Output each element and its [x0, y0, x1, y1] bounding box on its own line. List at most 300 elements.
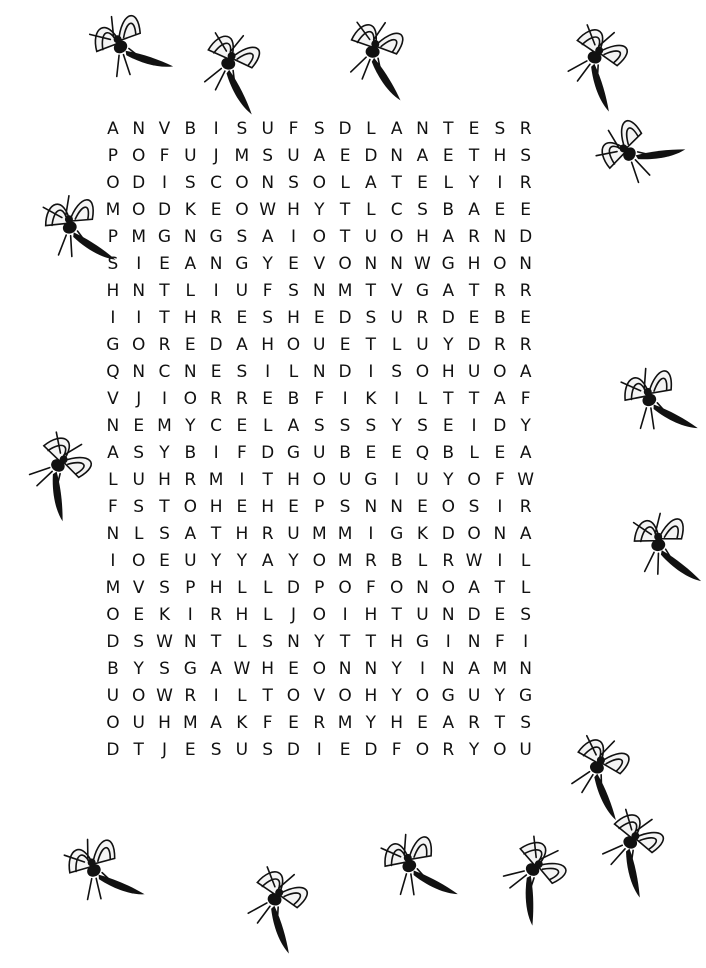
letter-cell[interactable]: O [493, 254, 507, 274]
letter-cell[interactable]: Y [443, 470, 454, 490]
letter-cell[interactable]: D [364, 146, 378, 166]
letter-cell[interactable]: W [465, 551, 483, 571]
letter-cell[interactable]: S [288, 173, 299, 193]
letter-cell[interactable]: I [110, 551, 116, 571]
letter-cell[interactable]: K [158, 605, 171, 625]
letter-cell[interactable]: D [364, 740, 378, 760]
letter-cell[interactable]: R [519, 497, 532, 517]
letter-cell[interactable]: A [107, 443, 119, 463]
letter-cell[interactable]: A [468, 659, 480, 679]
letter-cell[interactable]: R [442, 551, 455, 571]
letter-cell[interactable]: T [159, 497, 170, 517]
letter-cell[interactable]: C [158, 362, 171, 382]
letter-cell[interactable]: A [494, 389, 506, 409]
letter-cell[interactable]: F [494, 632, 505, 652]
letter-cell[interactable]: G [441, 254, 455, 274]
letter-cell[interactable]: O [183, 389, 197, 409]
letter-cell[interactable]: A [519, 362, 532, 382]
letter-cell[interactable]: U [416, 335, 429, 355]
letter-cell[interactable]: S [494, 119, 506, 139]
letter-cell[interactable]: S [133, 632, 145, 652]
letter-cell[interactable]: V [158, 119, 171, 139]
letter-cell[interactable]: M [105, 200, 121, 220]
letter-cell[interactable]: N [364, 497, 378, 517]
letter-cell[interactable]: H [158, 713, 171, 733]
letter-cell[interactable]: L [237, 632, 247, 652]
letter-cell[interactable]: L [520, 578, 531, 598]
letter-cell[interactable]: E [442, 146, 454, 166]
letter-cell[interactable]: U [519, 740, 532, 760]
letter-cell[interactable]: D [467, 605, 481, 625]
letter-cell[interactable]: G [106, 335, 120, 355]
letter-cell[interactable]: E [391, 443, 403, 463]
letter-cell[interactable]: F [159, 146, 170, 166]
letter-cell[interactable]: S [520, 605, 532, 625]
letter-cell[interactable]: Y [443, 335, 454, 355]
letter-cell[interactable]: I [187, 605, 193, 625]
letter-cell[interactable]: N [390, 146, 404, 166]
letter-cell[interactable]: S [288, 281, 299, 301]
letter-cell[interactable]: U [467, 686, 481, 706]
letter-cell[interactable]: Y [159, 443, 170, 463]
letter-cell[interactable]: Q [106, 362, 120, 382]
letter-cell[interactable]: G [390, 524, 404, 544]
letter-cell[interactable]: F [262, 713, 273, 733]
letter-cell[interactable]: H [261, 659, 275, 679]
letter-cell[interactable]: E [236, 416, 248, 436]
letter-cell[interactable]: N [338, 659, 352, 679]
letter-cell[interactable]: I [445, 632, 451, 652]
letter-cell[interactable]: V [107, 389, 119, 409]
letter-cell[interactable]: J [213, 146, 219, 166]
letter-cell[interactable]: H [441, 362, 455, 382]
letter-cell[interactable]: R [519, 281, 532, 301]
letter-cell[interactable]: L [417, 551, 428, 571]
letter-cell[interactable]: U [235, 281, 249, 301]
letter-cell[interactable]: N [493, 227, 507, 247]
letter-cell[interactable]: I [497, 497, 503, 517]
letter-cell[interactable]: A [184, 254, 197, 274]
letter-cell[interactable]: H [158, 470, 171, 490]
letter-cell[interactable]: R [313, 713, 326, 733]
letter-cell[interactable]: N [261, 173, 275, 193]
letter-cell[interactable]: B [390, 551, 403, 571]
letter-cell[interactable]: N [312, 362, 326, 382]
letter-cell[interactable]: T [494, 713, 506, 733]
letter-cell[interactable]: L [443, 173, 453, 193]
letter-cell[interactable]: R [468, 227, 480, 247]
letter-cell[interactable]: L [340, 173, 350, 193]
letter-cell[interactable]: D [519, 227, 533, 247]
letter-cell[interactable]: N [106, 416, 120, 436]
letter-cell[interactable]: N [132, 362, 146, 382]
letter-cell[interactable]: A [442, 281, 455, 301]
letter-cell[interactable]: L [237, 686, 247, 706]
letter-cell[interactable]: I [161, 389, 167, 409]
letter-cell[interactable]: W [259, 200, 277, 220]
letter-cell[interactable]: S [184, 173, 196, 193]
letter-cell[interactable]: T [494, 578, 506, 598]
letter-cell[interactable]: L [185, 281, 196, 301]
letter-cell[interactable]: K [184, 200, 196, 220]
letter-cell[interactable]: S [339, 416, 351, 436]
letter-cell[interactable]: A [519, 443, 532, 463]
letter-cell[interactable]: S [339, 497, 351, 517]
letter-cell[interactable]: E [133, 416, 145, 436]
letter-cell[interactable]: C [210, 173, 223, 193]
letter-cell[interactable]: U [467, 362, 481, 382]
letter-cell[interactable]: T [339, 632, 351, 652]
letter-cell[interactable]: E [339, 335, 351, 355]
letter-cell[interactable]: M [131, 227, 147, 247]
letter-cell[interactable]: Y [494, 686, 506, 706]
letter-cell[interactable]: H [183, 308, 197, 328]
letter-cell[interactable]: O [467, 470, 481, 490]
letter-cell[interactable]: M [337, 281, 353, 301]
letter-cell[interactable]: O [312, 659, 326, 679]
letter-cell[interactable]: D [338, 362, 352, 382]
letter-cell[interactable]: R [416, 308, 429, 328]
letter-cell[interactable]: H [390, 713, 404, 733]
letter-cell[interactable]: E [468, 308, 480, 328]
letter-cell[interactable]: T [262, 470, 273, 490]
letter-cell[interactable]: O [106, 713, 120, 733]
letter-cell[interactable]: Q [415, 443, 430, 463]
letter-cell[interactable]: G [209, 227, 223, 247]
letter-cell[interactable]: L [262, 605, 273, 625]
letter-cell[interactable]: O [312, 470, 326, 490]
letter-cell[interactable]: A [107, 119, 119, 139]
letter-cell[interactable]: S [417, 416, 428, 436]
letter-cell[interactable]: N [441, 605, 455, 625]
letter-cell[interactable]: U [184, 146, 197, 166]
letter-cell[interactable]: R [468, 713, 480, 733]
letter-cell[interactable]: O [389, 578, 404, 598]
letter-cell[interactable]: Y [133, 659, 144, 679]
letter-cell[interactable]: I [213, 119, 219, 139]
letter-cell[interactable]: A [261, 551, 274, 571]
letter-cell[interactable]: U [287, 524, 300, 544]
letter-cell[interactable]: T [339, 227, 351, 247]
letter-cell[interactable]: O [415, 740, 430, 760]
letter-cell[interactable]: O [312, 551, 326, 571]
letter-cell[interactable]: H [287, 308, 300, 328]
letter-cell[interactable]: E [494, 200, 506, 220]
letter-cell[interactable]: D [338, 119, 352, 139]
letter-cell[interactable]: S [133, 497, 145, 517]
letter-cell[interactable]: B [339, 443, 351, 463]
letter-cell[interactable]: B [494, 308, 506, 328]
letter-cell[interactable]: H [261, 497, 275, 517]
letter-cell[interactable]: G [183, 659, 197, 679]
letter-cell[interactable]: E [159, 254, 170, 274]
letter-cell[interactable]: Y [520, 416, 531, 436]
letter-cell[interactable]: H [235, 605, 249, 625]
letter-cell[interactable]: N [312, 281, 326, 301]
letter-cell[interactable]: M [311, 524, 327, 544]
letter-cell[interactable]: N [183, 227, 197, 247]
letter-cell[interactable]: S [313, 119, 325, 139]
letter-cell[interactable]: D [467, 335, 481, 355]
letter-cell[interactable]: T [365, 632, 377, 652]
letter-cell[interactable]: O [441, 578, 455, 598]
letter-cell[interactable]: R [442, 740, 455, 760]
letter-cell[interactable]: E [288, 713, 299, 733]
letter-cell[interactable]: N [132, 281, 146, 301]
letter-cell[interactable]: U [416, 470, 429, 490]
letter-cell[interactable]: F [108, 497, 118, 517]
letter-cell[interactable]: N [519, 659, 532, 679]
letter-cell[interactable]: G [157, 227, 172, 247]
letter-cell[interactable]: Y [314, 632, 325, 652]
letter-cell[interactable]: I [110, 308, 116, 328]
letter-cell[interactable]: T [210, 632, 222, 652]
letter-cell[interactable]: T [159, 281, 170, 301]
letter-cell[interactable]: A [519, 524, 532, 544]
letter-cell[interactable]: M [337, 524, 353, 544]
letter-cell[interactable]: K [236, 713, 248, 733]
letter-cell[interactable]: E [159, 551, 170, 571]
letter-cell[interactable]: O [415, 686, 430, 706]
letter-cell[interactable]: N [132, 119, 146, 139]
letter-cell[interactable]: T [443, 119, 454, 139]
letter-cell[interactable]: S [236, 362, 248, 382]
letter-cell[interactable]: D [261, 443, 275, 463]
letter-cell[interactable]: F [236, 443, 247, 463]
letter-cell[interactable]: B [107, 659, 119, 679]
letter-cell[interactable]: R [210, 605, 222, 625]
letter-cell[interactable]: H [364, 686, 378, 706]
letter-cell[interactable]: G [286, 443, 301, 463]
letter-cell[interactable]: B [442, 443, 455, 463]
letter-cell[interactable]: U [261, 119, 274, 139]
letter-cell[interactable]: B [287, 389, 300, 409]
letter-cell[interactable]: U [132, 470, 145, 490]
letter-cell[interactable]: L [366, 119, 376, 139]
letter-cell[interactable]: S [262, 308, 274, 328]
letter-cell[interactable]: U [313, 335, 326, 355]
letter-cell[interactable]: T [262, 686, 273, 706]
letter-cell[interactable]: D [286, 578, 301, 598]
letter-cell[interactable]: I [368, 524, 374, 544]
letter-cell[interactable]: I [136, 254, 142, 274]
letter-cell[interactable]: P [314, 497, 325, 517]
letter-cell[interactable]: I [497, 173, 503, 193]
letter-cell[interactable]: E [262, 389, 274, 409]
letter-cell[interactable]: H [416, 227, 429, 247]
letter-cell[interactable]: Y [262, 254, 273, 274]
letter-cell[interactable]: H [106, 281, 120, 301]
letter-cell[interactable]: R [261, 524, 274, 544]
letter-cell[interactable]: S [159, 578, 170, 598]
letter-cell[interactable]: S [236, 119, 248, 139]
letter-cell[interactable]: H [467, 254, 481, 274]
letter-cell[interactable]: I [471, 416, 477, 436]
letter-cell[interactable]: R [493, 281, 506, 301]
letter-cell[interactable]: F [365, 578, 376, 598]
letter-cell[interactable]: A [416, 146, 429, 166]
letter-cell[interactable]: M [234, 146, 250, 166]
letter-cell[interactable]: R [493, 335, 506, 355]
letter-cell[interactable]: O [467, 524, 481, 544]
letter-cell[interactable]: L [237, 578, 247, 598]
letter-cell[interactable]: N [390, 254, 404, 274]
letter-cell[interactable]: T [159, 308, 170, 328]
letter-cell[interactable]: I [161, 173, 167, 193]
letter-cell[interactable]: H [287, 470, 300, 490]
letter-cell[interactable]: T [468, 146, 480, 166]
letter-cell[interactable]: Y [185, 416, 196, 436]
letter-cell[interactable]: N [364, 659, 378, 679]
letter-cell[interactable]: I [213, 443, 219, 463]
letter-cell[interactable]: C [390, 200, 403, 220]
letter-cell[interactable]: Y [288, 551, 299, 571]
letter-cell[interactable]: U [416, 605, 429, 625]
letter-cell[interactable]: S [262, 146, 274, 166]
letter-cell[interactable]: M [492, 659, 508, 679]
letter-cell[interactable]: A [390, 119, 403, 139]
letter-cell[interactable]: M [105, 578, 121, 598]
letter-cell[interactable]: H [287, 200, 300, 220]
letter-cell[interactable]: B [184, 443, 197, 463]
letter-cell[interactable]: E [288, 659, 299, 679]
letter-cell[interactable]: D [132, 173, 146, 193]
letter-cell[interactable]: L [366, 200, 376, 220]
letter-cell[interactable]: Y [391, 659, 402, 679]
letter-cell[interactable]: O [286, 335, 301, 355]
letter-cell[interactable]: E [468, 119, 480, 139]
letter-cell[interactable]: N [493, 524, 507, 544]
letter-cell[interactable]: E [313, 308, 325, 328]
letter-cell[interactable]: G [235, 254, 249, 274]
letter-cell[interactable]: S [159, 659, 170, 679]
letter-cell[interactable]: D [286, 740, 301, 760]
letter-cell[interactable]: I [239, 470, 245, 490]
letter-cell[interactable]: O [312, 605, 326, 625]
letter-cell[interactable]: A [261, 227, 274, 247]
letter-cell[interactable]: D [157, 200, 172, 220]
letter-cell[interactable]: O [132, 551, 146, 571]
letter-cell[interactable]: U [235, 740, 249, 760]
letter-cell[interactable]: P [185, 578, 196, 598]
letter-cell[interactable]: B [184, 119, 197, 139]
letter-cell[interactable]: E [417, 173, 428, 193]
letter-cell[interactable]: E [236, 308, 248, 328]
letter-cell[interactable]: S [391, 362, 403, 382]
letter-cell[interactable]: H [209, 578, 223, 598]
letter-cell[interactable]: O [235, 173, 249, 193]
letter-cell[interactable]: N [416, 578, 429, 598]
letter-cell[interactable]: S [365, 308, 377, 328]
letter-cell[interactable]: N [390, 497, 404, 517]
letter-cell[interactable]: I [342, 605, 348, 625]
letter-cell[interactable]: S [133, 443, 145, 463]
letter-cell[interactable]: A [210, 659, 222, 679]
letter-cell[interactable]: E [339, 740, 351, 760]
letter-cell[interactable]: U [364, 227, 378, 247]
letter-cell[interactable]: O [415, 362, 430, 382]
letter-cell[interactable]: N [364, 254, 378, 274]
letter-cell[interactable]: F [314, 389, 325, 409]
letter-cell[interactable]: P [314, 578, 325, 598]
letter-cell[interactable]: E [365, 443, 377, 463]
letter-cell[interactable]: E [210, 362, 222, 382]
letter-cell[interactable]: O [338, 578, 352, 598]
letter-cell[interactable]: H [235, 524, 249, 544]
letter-cell[interactable]: D [338, 308, 352, 328]
letter-cell[interactable]: N [183, 632, 197, 652]
letter-cell[interactable]: R [210, 308, 222, 328]
letter-cell[interactable]: S [313, 416, 325, 436]
letter-cell[interactable]: O [493, 740, 507, 760]
letter-cell[interactable]: N [519, 254, 532, 274]
letter-cell[interactable]: G [364, 470, 378, 490]
letter-cell[interactable]: S [468, 497, 480, 517]
letter-cell[interactable]: I [136, 308, 142, 328]
letter-cell[interactable]: D [493, 416, 507, 436]
letter-cell[interactable]: E [442, 416, 454, 436]
letter-cell[interactable]: A [365, 173, 377, 193]
letter-cell[interactable]: L [520, 551, 531, 571]
letter-cell[interactable]: I [213, 686, 219, 706]
letter-cell[interactable]: E [339, 146, 351, 166]
letter-cell[interactable]: R [519, 335, 532, 355]
letter-cell[interactable]: B [442, 200, 455, 220]
letter-cell[interactable]: A [468, 578, 480, 598]
letter-cell[interactable]: E [520, 200, 532, 220]
letter-cell[interactable]: E [494, 443, 506, 463]
letter-cell[interactable]: E [494, 605, 506, 625]
letter-cell[interactable]: O [132, 686, 146, 706]
letter-cell[interactable]: V [132, 578, 145, 598]
letter-cell[interactable]: M [157, 416, 172, 436]
letter-cell[interactable]: C [210, 416, 223, 436]
letter-cell[interactable]: T [468, 389, 480, 409]
letter-cell[interactable]: M [337, 713, 353, 733]
letter-cell[interactable]: D [209, 335, 223, 355]
letter-cell[interactable]: I [290, 227, 296, 247]
letter-cell[interactable]: S [520, 146, 532, 166]
letter-cell[interactable]: T [468, 281, 480, 301]
letter-cell[interactable]: A [184, 524, 197, 544]
letter-cell[interactable]: Y [314, 200, 325, 220]
letter-cell[interactable]: E [520, 308, 532, 328]
letter-cell[interactable]: W [517, 470, 535, 490]
letter-cell[interactable]: O [389, 227, 404, 247]
letter-cell[interactable]: F [494, 470, 505, 490]
letter-cell[interactable]: H [209, 497, 223, 517]
letter-cell[interactable]: L [391, 335, 402, 355]
letter-cell[interactable]: W [414, 254, 431, 274]
letter-cell[interactable]: N [209, 254, 223, 274]
letter-cell[interactable]: N [441, 659, 455, 679]
letter-cell[interactable]: Y [236, 551, 248, 571]
letter-cell[interactable]: D [106, 740, 120, 760]
letter-cell[interactable]: I [394, 470, 400, 490]
letter-cell[interactable]: O [312, 227, 326, 247]
letter-cell[interactable]: O [493, 362, 507, 382]
letter-cell[interactable]: V [313, 686, 326, 706]
letter-cell[interactable]: U [132, 713, 145, 733]
letter-cell[interactable]: S [262, 740, 274, 760]
letter-cell[interactable]: L [469, 443, 479, 463]
letter-cell[interactable]: U [184, 551, 197, 571]
letter-cell[interactable]: E [417, 497, 428, 517]
letter-cell[interactable]: D [441, 308, 455, 328]
letter-cell[interactable]: E [184, 740, 196, 760]
letter-cell[interactable]: W [233, 659, 251, 679]
letter-cell[interactable]: N [106, 524, 120, 544]
